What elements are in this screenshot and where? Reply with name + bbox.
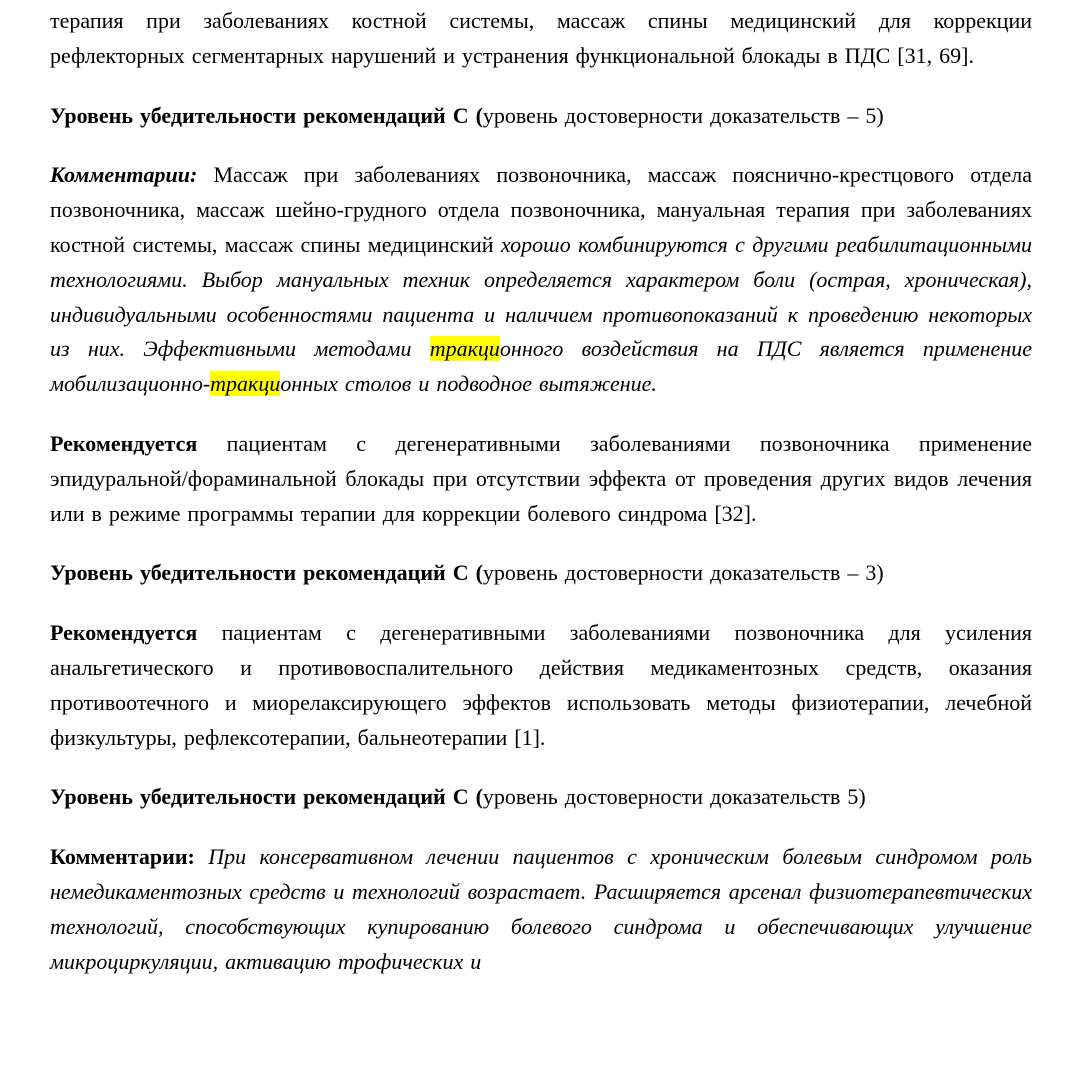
text-run: Комментарии: [50,844,209,870]
text-run: Рекомендуется [50,620,198,646]
text-run: пациентам с дегенеративными заболеваниями позвоночника применение эпидуральной/фораминальной блокады при отсутствии эффекта от проведения других видов лечения или в режиме программы терапии для коррекции болевого синдрома [32]. [50,430,1032,526]
paragraph-recommendation-1 [50,427,1032,531]
highlighted-term: тракци [210,371,281,397]
text-run: Рекомендуется [50,430,198,456]
heading-evidence-level-1 [50,99,1032,134]
paragraph-therapy-continuation [50,4,1032,74]
text-run: Массаж при заболеваниях позвоночника, массаж пояснично-крестцового отдела позвоночника, массаж шейно-грудного отдела позвоночника, мануальная терапия при заболеваниях костной системы, массаж спины медицинский [50,162,1032,257]
text-run: уровень достоверности доказательств – 3) [482,560,884,586]
text-run: пациентам с дегенеративными заболеваниями позвоночника для усиления анальгетического и противовоспалительного действия медикаментозных средств, оказания противоотечного и миорелаксирующего эффектов использовать методы физиотерапии, лечебной физкультуры, рефлексотерапии, бальнеотерапии [1]. [50,620,1032,750]
paragraph-comments-1 [50,158,1032,402]
text-run: онного воздействия на ПДС является применение мобилизационно- [50,336,1032,397]
text-run: Уровень убедительности рекомендаций С ( [50,102,483,128]
heading-evidence-level-3 [50,780,1032,815]
text-run: терапия при заболеваниях костной системы, массаж спины медицинский для коррекции рефлекторных сегментарных нарушений и устранения функциональной блокады в ПДС [31, 69]. [50,8,1032,68]
text-run: уровень достоверности доказательств 5) [482,784,866,810]
paragraph-comments-2 [50,840,1032,979]
heading-evidence-level-2 [50,556,1032,591]
highlighted-term: тракци [429,336,500,362]
text-run: При консервативном лечении пациентов с хроническим болевым синдромом роль немедикаментозных средств и технологий возрастает. Расширяется арсенал физиотерапевтических технологий, способствующих купированию болевого синдрома и обеспечивающих улучшение микроциркуляции, активацию трофических и [50,844,1032,974]
text-run: онных столов и подводное вытяжение. [280,371,657,397]
text-run: уровень достоверности доказательств – 5) [482,102,884,128]
text-run: хорошо комбинируются с другими реабилитационными технологиями. Выбор мануальных техник определяется характером боли (острая, хроническая), индивидуальными особенностями пациента и наличием противопоказаний к проведению некоторых из них. Эффективными методами [50,231,1033,362]
paragraph-recommendation-2 [50,616,1032,755]
text-run: Уровень убедительности рекомендаций С ( [50,784,483,810]
text-run: Уровень убедительности рекомендаций С ( [50,560,483,586]
text-run: Комментарии: [50,162,214,188]
